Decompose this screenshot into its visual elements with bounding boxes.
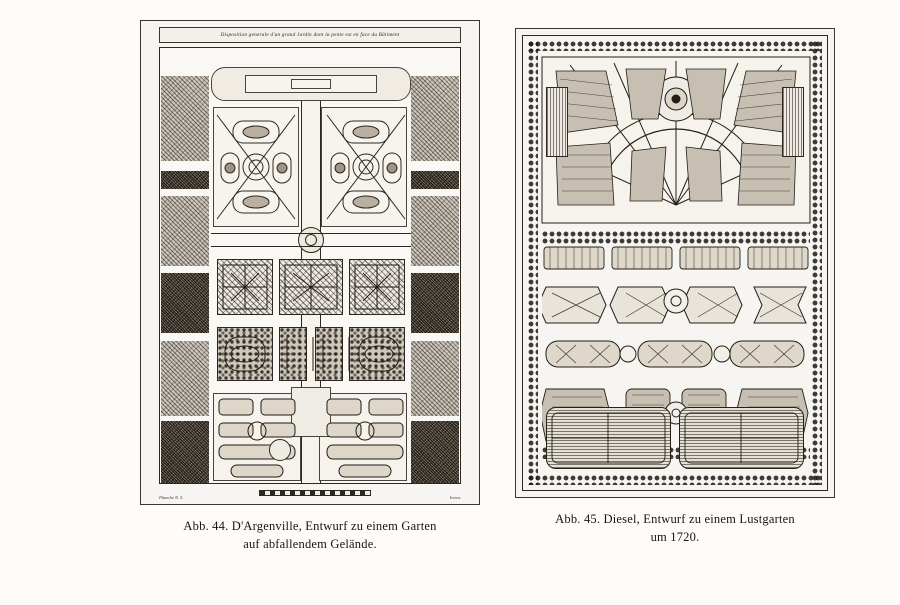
wood-block-right-3 — [411, 196, 459, 266]
parterre-band-with-fountains — [542, 277, 810, 333]
wood-block-right-5 — [411, 341, 459, 416]
figure-caption-abb-45 — [515, 510, 835, 546]
wood-block-left-1 — [161, 76, 209, 161]
caption-line-1: Abb. 45. Diesel, Entwurf zu einem Lustgarten — [555, 512, 795, 526]
wood-block-left-2 — [161, 171, 209, 189]
side-lawn-left — [546, 87, 568, 157]
wood-block-left-6 — [161, 421, 209, 483]
caption-line-2: um 1720. — [650, 530, 700, 545]
wood-block-right-4 — [411, 273, 459, 333]
caption-line-1: Abb. 44. D'Argenville, Entwurf zu einem Garten — [183, 519, 437, 533]
second-parterre-band — [542, 335, 810, 381]
hedge-border-left — [528, 41, 538, 485]
plate-signature-right: Inven. — [449, 495, 461, 500]
wood-block-left-5 — [161, 341, 209, 416]
lower-bosquet-paths — [217, 327, 405, 381]
parterre-broderie-ornament — [217, 259, 405, 315]
bottom-left-paths — [213, 393, 301, 483]
plate-signature-left: Planche N. 5. — [159, 495, 184, 500]
caption-line-2: auf abfallendem Gelände. — [243, 537, 377, 552]
figure-abb-44 — [140, 20, 480, 553]
engraving-plate-diesel — [515, 28, 835, 498]
figure-abb-45 — [515, 28, 835, 546]
hedge-border-bottom — [528, 475, 822, 485]
engraving-plate-dargenville — [140, 20, 480, 505]
espalier-row — [542, 243, 810, 273]
canal-right-detail — [679, 407, 804, 469]
hedge-border-right — [812, 41, 822, 485]
figure-caption-abb-44 — [140, 517, 480, 553]
upper-bosquet-left-paths — [213, 107, 299, 227]
building-court — [291, 79, 331, 89]
hedge-border-top — [528, 41, 822, 51]
lower-rond-point — [269, 439, 291, 461]
canal-left-detail — [546, 407, 671, 469]
upper-bosquet-section — [540, 55, 812, 225]
wood-block-left-4 — [161, 273, 209, 333]
bottom-right-paths — [321, 393, 409, 483]
wood-block-right-1 — [411, 76, 459, 161]
side-lawn-right — [782, 87, 804, 157]
wood-block-left-3 — [161, 196, 209, 266]
plate-title: Disposition generale d'un grand Jardin dont la pente est en face du Bâtiment — [159, 27, 461, 43]
scale-bar — [259, 490, 371, 496]
wood-block-right-2 — [411, 171, 459, 189]
upper-bosquet-right-paths — [323, 107, 409, 227]
transverse-allee — [211, 233, 411, 247]
wood-block-right-6 — [411, 421, 459, 483]
